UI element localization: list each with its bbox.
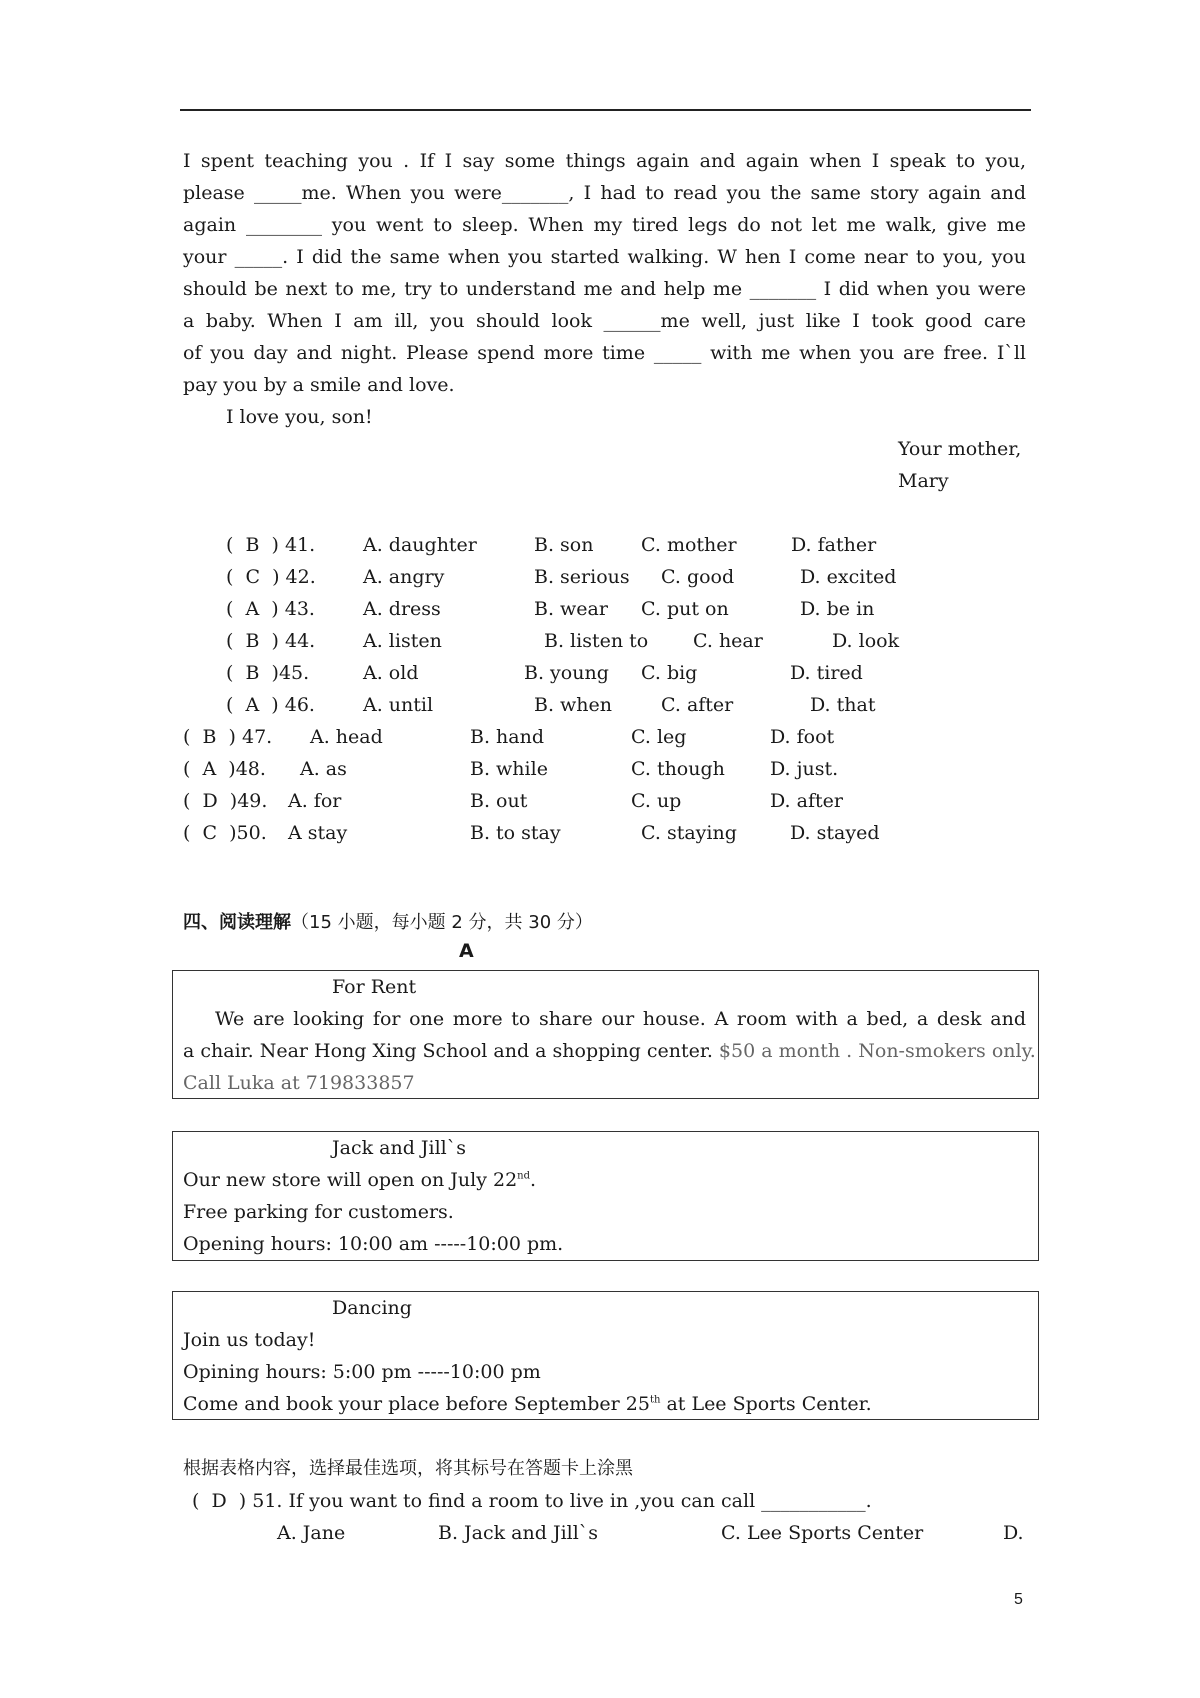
ad-title: Dancing bbox=[332, 1297, 412, 1319]
ad-line: Opining hours: 5:00 pm -----10:00 pm bbox=[183, 1361, 541, 1383]
cloze-option-a: A. listen bbox=[363, 630, 442, 652]
ad-line-price: $50 a month . Non-smokers only. bbox=[718, 1040, 1036, 1062]
cloze-option-d: D. just. bbox=[770, 758, 839, 780]
ad-contact: Call Luka at 719833857 bbox=[183, 1072, 415, 1094]
cloze-option-b: B. while bbox=[470, 758, 548, 780]
ad-box-store bbox=[172, 1131, 1039, 1261]
cloze-answer: ( A ) 46. bbox=[226, 694, 315, 716]
passage-line: should be next to me, try to understand me and help me _______ I did when you were bbox=[183, 278, 1026, 300]
ad-line bbox=[183, 1040, 1036, 1062]
cloze-option-c: C. mother bbox=[641, 534, 737, 556]
cloze-option-c: C. leg bbox=[631, 726, 687, 748]
ad-box-rent bbox=[172, 970, 1039, 1099]
passage-line: please _____me. When you were_______, I had to read you the same story again and bbox=[183, 182, 1026, 204]
cloze-option-a: A. angry bbox=[363, 566, 445, 588]
ordinal-suffix: th bbox=[649, 1394, 661, 1406]
passage-line: your _____. I did the same when you started walking. W hen I come near to you, you bbox=[183, 246, 1026, 268]
ad-line: Join us today! bbox=[183, 1329, 316, 1351]
passage-last-line: pay you by a smile and love. bbox=[183, 374, 455, 396]
ad-line-text: a chair. Near Hong Xing School and a shopping center. bbox=[183, 1040, 713, 1062]
cloze-option-a: A. daughter bbox=[363, 534, 477, 556]
ad-line-text: Our new store will open on July 22 bbox=[183, 1169, 518, 1191]
cloze-option-a: A. until bbox=[363, 694, 434, 716]
cloze-option-d: D. foot bbox=[770, 726, 835, 748]
cloze-option-b: B. when bbox=[534, 694, 613, 716]
cloze-option-c: C. big bbox=[641, 662, 698, 684]
cloze-answer: ( D )49. bbox=[183, 790, 268, 812]
ad-line: Free parking for customers. bbox=[183, 1201, 454, 1223]
cloze-answer: ( B ) 44. bbox=[226, 630, 316, 652]
passage-line: I spent teaching you . If I say some things again and again when I speak to you, bbox=[183, 150, 1026, 172]
passage-line: of you day and night. Please spend more time _____ with me when you are free. I`ll bbox=[183, 342, 1026, 364]
question-option-b: B. Jack and Jill`s bbox=[438, 1522, 599, 1544]
ordinal-suffix: nd bbox=[517, 1170, 531, 1182]
ad-title: Jack and Jill`s bbox=[332, 1137, 467, 1159]
cloze-option-a: A. old bbox=[363, 662, 419, 684]
passage-line: again ________ you went to sleep. When my tired legs do not let me walk, give me bbox=[183, 214, 1026, 236]
ad-line bbox=[183, 1169, 536, 1191]
ad-box-dance bbox=[172, 1291, 1039, 1420]
cloze-option-d: D. excited bbox=[800, 566, 897, 588]
cloze-option-a: A. head bbox=[310, 726, 383, 748]
section-heading-note: （15 小题，每小题 2 分，共 30 分） bbox=[291, 912, 593, 933]
cloze-option-c: C. after bbox=[661, 694, 734, 716]
signature-name: Mary bbox=[898, 470, 949, 492]
header-rule bbox=[180, 109, 1031, 111]
cloze-option-d: D. after bbox=[770, 790, 843, 812]
cloze-option-b: B. to stay bbox=[470, 822, 561, 844]
cloze-answer: ( C )50. bbox=[183, 822, 267, 844]
cloze-option-d: D. look bbox=[832, 630, 900, 652]
ad-line-text: . bbox=[530, 1169, 537, 1191]
cloze-option-d: D. tired bbox=[790, 662, 863, 684]
ad-line bbox=[183, 1393, 872, 1415]
cloze-option-c: C. up bbox=[631, 790, 682, 812]
section-heading-title: 四、阅读理解 bbox=[183, 912, 291, 933]
cloze-option-d: D. be in bbox=[800, 598, 875, 620]
cloze-option-c: C. though bbox=[631, 758, 725, 780]
cloze-option-c: C. put on bbox=[641, 598, 729, 620]
cloze-option-d: D. that bbox=[810, 694, 876, 716]
page-number: 5 bbox=[1014, 1591, 1023, 1608]
cloze-answer: ( B ) 41. bbox=[226, 534, 316, 556]
question-stem: ( D ) 51. If you want to find a room to live in ,you can call ___________. bbox=[192, 1490, 872, 1512]
question-option-d: D. bbox=[1003, 1522, 1024, 1544]
cloze-option-a: A. as bbox=[300, 758, 347, 780]
cloze-option-b: B. out bbox=[470, 790, 528, 812]
cloze-option-d: D. father bbox=[791, 534, 877, 556]
cloze-option-c: C. good bbox=[661, 566, 735, 588]
cloze-option-c: C. staying bbox=[641, 822, 737, 844]
ad-line: Opening hours: 10:00 am -----10:00 pm. bbox=[183, 1233, 564, 1255]
ad-line bbox=[183, 1008, 1026, 1030]
cloze-option-a: A. dress bbox=[363, 598, 441, 620]
cloze-option-a: A stay bbox=[288, 822, 348, 844]
question-instruction: 根据表格内容，选择最佳选项，将其标号在答题卡上涂黑 bbox=[183, 1458, 633, 1479]
section-letter: A bbox=[459, 940, 474, 962]
cloze-answer: ( A ) 43. bbox=[226, 598, 315, 620]
section-heading bbox=[183, 908, 593, 937]
ad-line-text: Come and book your place before September 25 bbox=[183, 1393, 650, 1415]
ad-line-text: We are looking for one more to share our house. A room with a bed, a desk and bbox=[215, 1008, 1026, 1030]
ad-title: For Rent bbox=[332, 976, 417, 998]
cloze-option-b: B. son bbox=[534, 534, 594, 556]
cloze-option-b: B. listen to bbox=[544, 630, 649, 652]
cloze-option-b: B. young bbox=[524, 662, 609, 684]
cloze-option-b: B. hand bbox=[470, 726, 545, 748]
cloze-option-c: C. hear bbox=[693, 630, 763, 652]
cloze-answer: ( A )48. bbox=[183, 758, 266, 780]
cloze-answer: ( B )45. bbox=[226, 662, 310, 684]
cloze-answer: ( B ) 47. bbox=[183, 726, 273, 748]
question-option-c: C. Lee Sports Center bbox=[721, 1522, 924, 1544]
cloze-option-b: B. wear bbox=[534, 598, 608, 620]
signature-line: Your mother, bbox=[898, 438, 1022, 460]
passage-love-line: I love you, son! bbox=[226, 406, 373, 428]
cloze-option-a: A. for bbox=[288, 790, 342, 812]
question-option-a: A. Jane bbox=[277, 1522, 346, 1544]
cloze-answer: ( C ) 42. bbox=[226, 566, 316, 588]
cloze-option-b: B. serious bbox=[534, 566, 630, 588]
ad-line-text: at Lee Sports Center. bbox=[660, 1393, 872, 1415]
cloze-option-d: D. stayed bbox=[790, 822, 880, 844]
passage-line: a baby. When I am ill, you should look ______me well, just like I took good care bbox=[183, 310, 1026, 332]
